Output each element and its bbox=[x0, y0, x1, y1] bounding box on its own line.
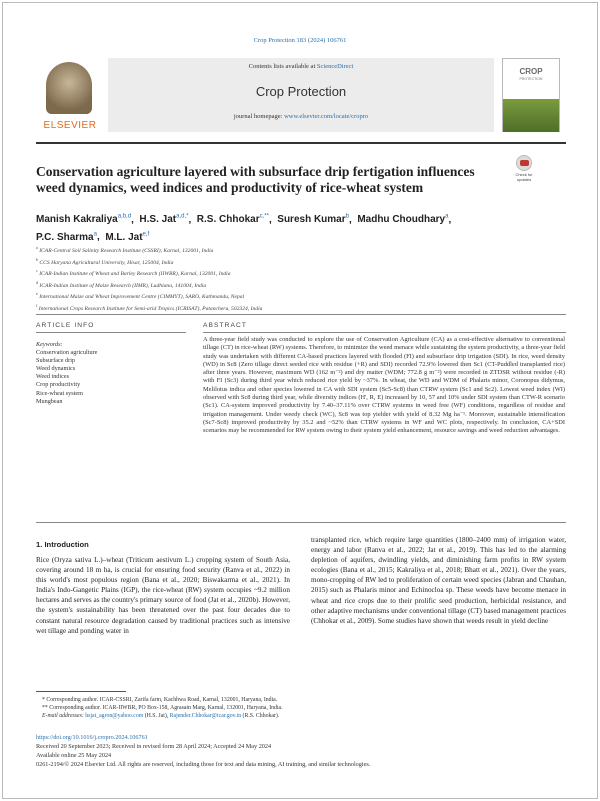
contents-line bbox=[108, 63, 494, 70]
affiliation: $^a$ ICAR-Central Soil Salinity Research Institute (CSSRI), Karnal, 132001, India bbox=[36, 245, 214, 254]
check-updates-label: Check for updates bbox=[515, 172, 533, 182]
available-online: Available online 25 May 2024 bbox=[36, 751, 112, 759]
check-for-updates-button[interactable] bbox=[510, 155, 538, 183]
affiliation: $^d$ ICAR-Indian Institute of Maize Research (IIMR), Ludhiana, 141004, India bbox=[36, 279, 207, 289]
email-link[interactable]: hsjat_agron@yahoo.com bbox=[85, 713, 144, 720]
author[interactable]: P.C. Sharma$^a$ bbox=[36, 231, 97, 243]
article-info-heading: ARTICLE INFO bbox=[36, 322, 95, 329]
journal-title: Crop Protection bbox=[255, 84, 347, 99]
elsevier-tree-icon bbox=[46, 62, 92, 114]
journal-banner bbox=[108, 58, 494, 132]
article-info-rule bbox=[36, 332, 186, 333]
email-link[interactable]: Rajender.Chhokar@icar.gov.in bbox=[169, 713, 242, 720]
journal-homepage bbox=[108, 113, 494, 120]
author[interactable]: R.S. Chhokar$^{c,**}$ bbox=[196, 214, 269, 226]
author-list: Manish Kakraliya$^{a,b,d}$, H.S. Jat$^{a,d,*}$, R.S. Chhokar$^{c,**}$, Suresh Kumar$^b$, Madhu Choudhary$^a$, P.C. Sharma$^a$, M.L. Jat$^{e,f}$ bbox=[36, 214, 452, 243]
author[interactable]: Madhu Choudhary$^a$ bbox=[357, 214, 449, 226]
affiliation-list bbox=[36, 244, 556, 313]
keyword: Rice-wheat system bbox=[36, 389, 83, 397]
affiliation: $^f$ International Crops Research Institute for Semi-arid Tropics (ICRISAT), Patancheru, 502324, India bbox=[36, 302, 263, 312]
email-label: E-mail addresses: bbox=[42, 713, 84, 720]
affiliation-divider bbox=[36, 314, 566, 315]
abstract-rule bbox=[203, 332, 566, 333]
corresponding-author-note: ** Corresponding author. ICAR-IIWBR, PO Box-158, Agrasain Marg, Karnal, 132001, Haryana, India. bbox=[42, 705, 283, 712]
author[interactable]: Suresh Kumar$^b$ bbox=[277, 214, 349, 226]
affiliation: $^e$ International Maize and Wheat Improvement Centre (CIMMYT), SARO, Kathmandu, Nepal bbox=[36, 291, 245, 301]
footnote-rule bbox=[36, 691, 126, 692]
check-updates-icon bbox=[516, 155, 532, 171]
abstract-text: A three-year field study was conducted to explore the use of Conservation Agriculture (CA) as a cost-effective alternative to conventional tillage (CT) in rice-wheat (RW) systems. Therefore, to minimize the weed menace while sustaining the system productivity, a three-year field study was undertaken with different CA-based practices layered with flooded (FI) and subsurface drip irrigation (SDI). In rice, weed density (WD) in Sc8 (Zero tillage direct seeded rice with residue (+R) and SDI) recorded 72.9% lowered then Sc1 (CT-Puddled transplanted rice) after three years. However, maximum WD (162 m⁻²) and dry matter (WDM; 772.8 g m⁻²) were recorded in ZTDSR without residue (-R) with FI (Sc3) during third year which reduced rice yield by ~37%. In wheat, the WD and WDM of Phalaris minor, Coronopus didymus, Melilotus indica and other species lowered in CA with SDI system (Sc5-Sc8) than CTRW system (Sc1 and Sc2). Lowest weed index (WI) observed with Sc8 during third year, while diversity indices (H', R, E) increased by 10, 57 and 10% under SDI system than CTW-R scenario (Sc1). CA-system improved productivity by 7.40–37.11% over CTRW systems in weed free (WF) conditions, regardless of residue and irrigation management. Under weedy check (WC), Sc8 was top yielder with yield of 8.32 Mg ha⁻¹. Moreover, sustainable intensification (Sc7-Sc8) improved productivity by 35.2 and ~52% than CTRW systems in WF and WC plots, respectively. In conclusion, CA+SDI scenarios may be recommended for RW system owing to their system yield enhancement, resource savings and weed reduction advantages. bbox=[203, 336, 565, 435]
keyword: Conservation agriculture bbox=[36, 349, 98, 357]
email-addresses: E-mail addresses: hsjat_agron@yahoo.com (H.S. Jat), Rajender.Chhokar@icar.gov.in (R.S. Chhokar). bbox=[42, 713, 280, 720]
keywords-heading: Keywords: bbox=[36, 341, 63, 348]
author[interactable]: Manish Kakraliya$^{a,b,d}$ bbox=[36, 214, 132, 226]
paper-title: Conservation agriculture layered with subsurface drip fertigation influences weed dynamics, weed indices and productivity of rice-wheat system bbox=[36, 164, 475, 195]
journal-masthead bbox=[36, 58, 566, 138]
sciencedirect-link[interactable]: ScienceDirect bbox=[316, 63, 354, 70]
elsevier-logo[interactable] bbox=[36, 58, 104, 138]
abstract-bottom-rule bbox=[36, 522, 566, 523]
contents-prefix: Contents lists available at bbox=[248, 63, 317, 70]
introduction-heading: 1. Introduction bbox=[36, 540, 89, 549]
copyright-line: 0261-2194/© 2024 Elsevier Ltd. All rights are reserved, including those for text and data mining, AI training, and similar technologies. bbox=[36, 760, 371, 768]
elsevier-wordmark: ELSEVIER bbox=[43, 120, 97, 131]
journal-cover-thumbnail[interactable] bbox=[502, 58, 560, 132]
intro-column-left: Rice (Oryza sativa L.)–wheat (Triticum aestivum L.) cropping system of South Asia, covering around 18 m ha, is crucial for ensuring food security (Ranva et al., 2022) in this world's most populous region (Bana et al., 2020; Biswakarma et al., 2021). In India's Indo-Gangetic Plains (IGP), the rice-wheat (RW) system occupies ~9.2 million hectares and serves as the country's primary source of food (Jat et al., 2020b). However, the system's sustainability has been threatened over the past four decades due to constant natural resource degradation caused by traditional practices such as intensive wet tillage and ponding water in bbox=[36, 556, 290, 635]
corresponding-author-note: * Corresponding author. ICAR-CSSRI, Zarifa farm, Kachhwa Road, Karnal, 132001, Haryana, India. bbox=[42, 697, 278, 703]
affiliation: $^c$ ICAR-Indian Institute of Wheat and Barley Research (IIWBR), Karnal, 132001, India bbox=[36, 268, 231, 277]
cover-title: CROP bbox=[519, 67, 543, 76]
keyword: Crop productivity bbox=[36, 381, 81, 389]
keywords-list bbox=[36, 341, 176, 406]
abstract-heading: ABSTRACT bbox=[203, 322, 247, 329]
intro-column-right: transplanted rice, which require large quantities (1800–2400 mm) of irrigation water, energy and labor (Ranva et al., 2022; Jat et al., 2019). This has led to the alarming depletion of aquifers, dwindling yields, and diminishing farm profits in RW system ecologies (Bana et al., 2015; Kakraliya et al., 2018; Bhatt et al., 2021). Over the years, mono-cropping of RW led to proliferation of certain weed species (Jabran and Chauhan, 2015) such as Phalaris minor and Echinocloa sp. These weeds have become menace in wheat and rice crops due to their prolific seed production, herbicidal resistance, and other adaptive mechanisms under conventional tillage (CT) based management practices (Chhokar et al., 2009). Some studies have shown that weeds result in yield decline bbox=[311, 536, 566, 625]
journal-reference[interactable]: Crop Protection 183 (2024) 106761 bbox=[253, 37, 347, 44]
keyword: Mungbean bbox=[36, 397, 63, 405]
keyword: Subsurface drip bbox=[36, 357, 76, 365]
publication-info bbox=[36, 734, 566, 770]
affiliation: $^b$ CCS Haryana Agricultural University, Hisar, 125004, India bbox=[36, 256, 174, 266]
homepage-link[interactable]: www.elsevier.com/locate/cropro bbox=[284, 113, 369, 120]
masthead-divider bbox=[36, 142, 566, 144]
received-dates: Received 20 September 2023; Received in revised form 28 April 2024; Accepted 24 May 2024 bbox=[36, 742, 272, 750]
keyword: Weed indices bbox=[36, 373, 70, 381]
cover-subtitle: PROTECTION bbox=[519, 77, 543, 81]
author[interactable]: M.L. Jat$^{e,f}$ bbox=[105, 231, 150, 243]
footnotes bbox=[36, 696, 476, 721]
cover-image bbox=[503, 99, 559, 132]
author[interactable]: H.S. Jat$^{a,d,*}$ bbox=[139, 214, 189, 226]
doi-link[interactable]: https://doi.org/10.1016/j.cropro.2024.106761 bbox=[36, 734, 148, 741]
homepage-prefix: journal homepage: bbox=[233, 113, 285, 120]
keyword: Weed dynamics bbox=[36, 365, 76, 373]
